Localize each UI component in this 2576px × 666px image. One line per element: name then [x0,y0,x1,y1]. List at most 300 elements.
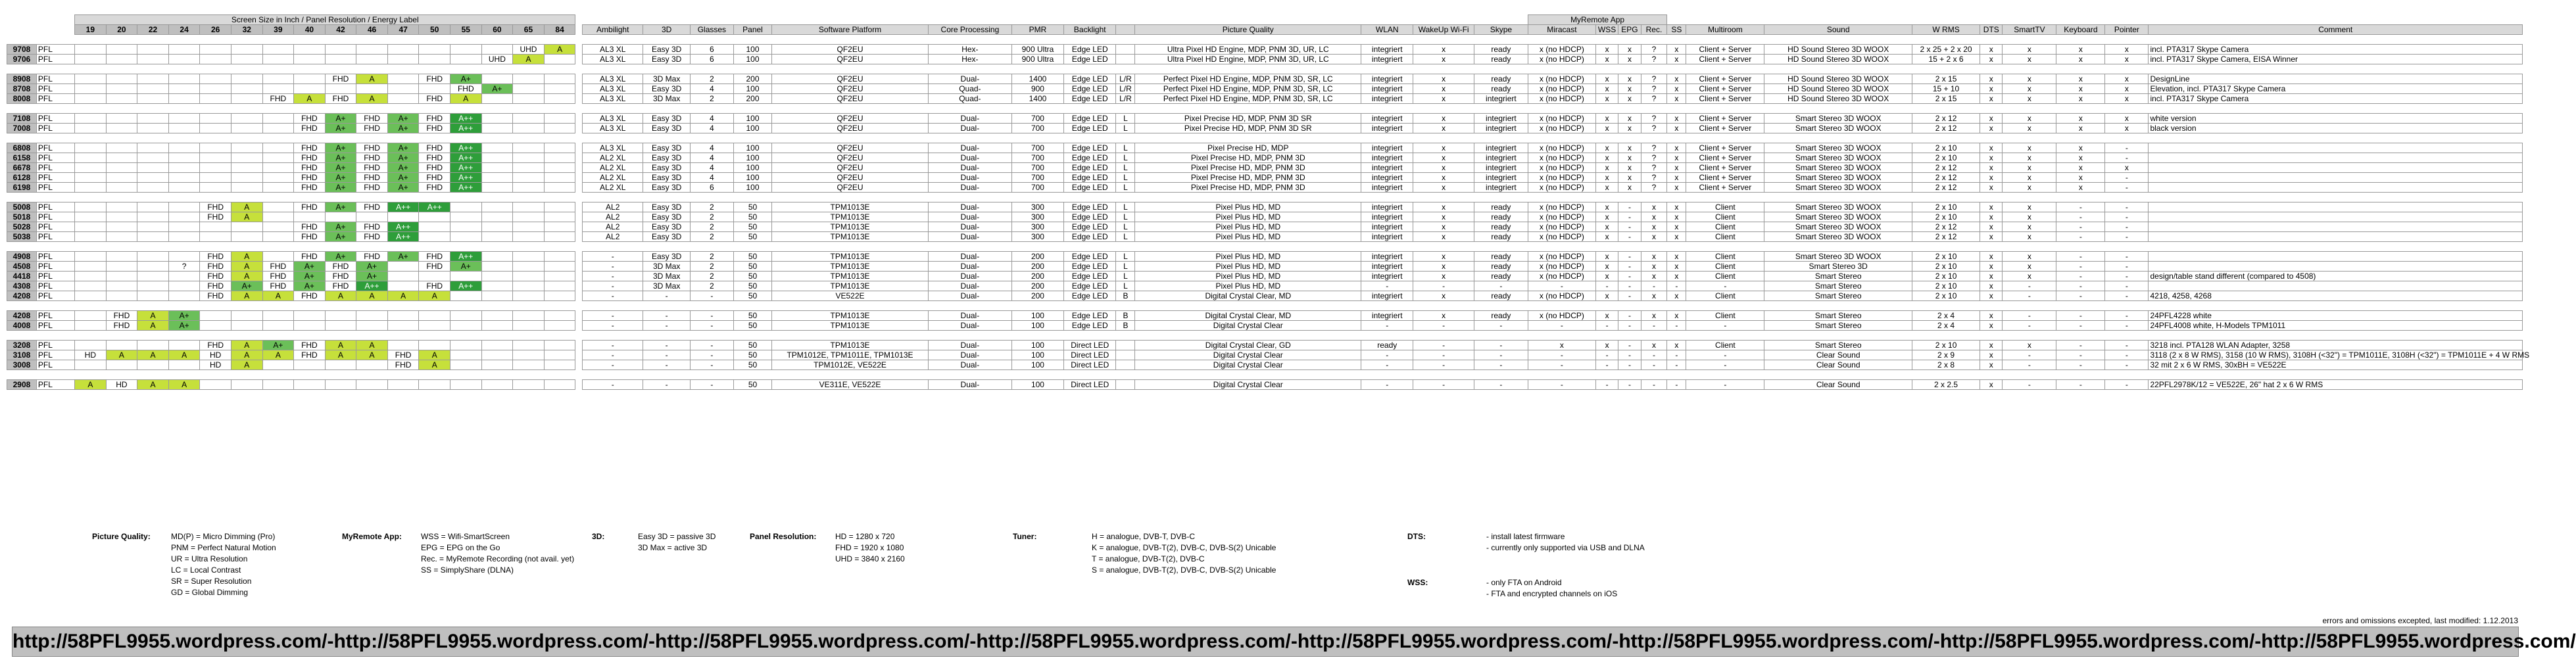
model-number: 8708 [7,84,37,94]
spec-cell: x [1595,272,1618,281]
spec-cell: 4 [690,173,733,183]
size-cell [387,94,419,104]
spec-cell: Easy 3D [643,45,690,55]
size-cell [544,124,575,133]
energy-label: A [262,291,294,301]
spec-cell: integriert [1361,222,1413,232]
spec-cell: 100 [1011,380,1063,390]
spec-cell: Easy 3D [643,222,690,232]
size-cell [106,173,137,183]
size-cell [168,272,200,281]
spec-cell: DesignLine [2149,74,2523,84]
spec-cell: - [1641,281,1667,291]
size-cell [387,84,419,94]
spec-cell: integriert [1474,94,1528,104]
spec-cell: - [643,360,690,370]
size-cell [387,212,419,222]
spec-cell: Pixel Plus HD, MD [1135,232,1361,242]
spec-cell: Dual- [928,281,1011,291]
spec-cell: ? [1641,163,1667,173]
spec-cell: x [2003,153,2056,163]
spec-cell: - [1667,350,1686,360]
spec-cell: x [1413,222,1474,232]
spec-cell: x [2056,84,2105,94]
spec-cell: 100 [1011,350,1063,360]
spec-cell: 300 [1011,212,1063,222]
spec-cell: Edge LED [1064,222,1116,232]
size-cell [513,360,545,370]
footer-banner[interactable] [12,627,2576,657]
spec-cell: x [1980,252,2003,262]
model-series: PFL [36,183,74,193]
spec-cell: Edge LED [1064,94,1116,104]
spec-cell: integriert [1361,114,1413,124]
energy-label: A++ [450,252,482,262]
spec-cell: x [2003,163,2056,173]
spec-cell [1116,55,1135,64]
size-cell [513,202,545,212]
size-cell [294,45,326,55]
spec-cell: - [1686,281,1764,291]
panel-resolution: FHD [419,143,450,153]
spec-cell: B [1116,291,1135,301]
energy-label: A+ [325,173,356,183]
spec-cell: Smart Stereo [1764,341,1912,350]
spec-cell: QF2EU [772,94,929,104]
size-cell [513,163,545,173]
spec-cell: B [1116,321,1135,331]
column-header: Picture Quality [1135,25,1361,35]
model-series: PFL [36,291,74,301]
panel-resolution: FHD [294,124,326,133]
spec-cell [2149,143,2523,153]
spec-cell: 50 [733,212,771,222]
spec-cell: - [1618,202,1641,212]
panel-resolution: FHD [200,252,231,262]
size-cell [231,143,262,153]
panel-resolution: FHD [262,262,294,272]
size-cell [200,232,231,242]
size-cell [481,350,513,360]
spec-cell: 6 [690,45,733,55]
spec-cell: 100 [733,55,771,64]
spec-cell: - [1413,380,1474,390]
spec-cell: Pixel Precise HD, MDP, PNM 3D SR [1135,124,1361,133]
spec-cell: Edge LED [1064,173,1116,183]
spec-cell: 700 [1011,114,1063,124]
energy-label: A [231,252,262,262]
spec-cell: - [2003,380,2056,390]
size-cell [200,74,231,84]
spec-cell: Smart Stereo 3D WOOX [1764,143,1912,153]
size-cell [200,173,231,183]
gap-cell [575,232,583,242]
spec-cell: x [1667,183,1686,193]
spec-cell: 100 [733,153,771,163]
size-cell [262,45,294,55]
size-cell [481,311,513,321]
spec-cell: - [2105,291,2149,301]
spec-cell: x [2003,262,2056,272]
legend-title: Panel Resolution: [750,532,817,541]
spec-cell: - [1474,341,1528,350]
size-header: 42 [325,25,356,35]
spec-cell: HD Sound Stereo 3D WOOX [1764,55,1912,64]
spec-cell: ready [1474,272,1528,281]
energy-label: A++ [387,232,419,242]
model-number: 4308 [7,281,37,291]
spec-cell: integriert [1474,173,1528,183]
spec-cell: 2 x 12 [1912,124,1980,133]
spec-cell: 50 [733,252,771,262]
model-row [7,124,2523,133]
model-row [7,252,2523,262]
spec-cell: - [1641,360,1667,370]
size-cell [168,153,200,163]
size-cell [231,55,262,64]
column-header: EPG [1618,25,1641,35]
gap-cell [575,360,583,370]
spec-cell: - [582,281,643,291]
spec-cell: 100 [1011,360,1063,370]
size-cell [419,311,450,321]
spec-cell [2149,202,2523,212]
spec-cell: - [1413,281,1474,291]
size-cell [137,272,169,281]
spec-cell: ready [1474,45,1528,55]
spec-cell: Client + Server [1686,45,1764,55]
spec-cell: Perfect Pixel HD Engine, MDP, PNM 3D, SR, LC [1135,94,1361,104]
size-cell [544,153,575,163]
legend-line: Easy 3D = passive 3D [638,532,716,541]
size-cell [75,311,107,321]
spec-cell: - [690,350,733,360]
size-cell [481,45,513,55]
gap-cell [575,183,583,193]
spec-cell: Quad- [928,84,1011,94]
size-cell [325,321,356,331]
size-cell [231,114,262,124]
spec-cell: x [1667,262,1686,272]
spec-cell: x [1980,212,2003,222]
size-cell [294,311,326,321]
spec-cell: x [1667,124,1686,133]
spec-cell: Edge LED [1064,272,1116,281]
spec-cell: 200 [733,74,771,84]
spec-cell: 2 [690,232,733,242]
spec-cell: - [1686,380,1764,390]
spec-cell: Dual- [928,252,1011,262]
gap-cell [575,272,583,281]
size-cell [106,360,137,370]
size-cell [75,341,107,350]
model-row [7,262,2523,272]
spec-cell: 2 x 10 [1912,212,1980,222]
spec-cell: TPM1013E [772,321,929,331]
spec-cell: integriert [1361,262,1413,272]
spec-cell: AL2 [582,232,643,242]
model-series: PFL [36,124,74,133]
size-cell [481,114,513,124]
blank-header [1116,15,1135,25]
model-row [7,380,2523,390]
size-header: 50 [419,25,450,35]
spec-cell: 2 [690,212,733,222]
size-cell [231,94,262,104]
spec-cell: Pixel Plus HD, MD [1135,272,1361,281]
blank-header [772,15,929,25]
blog-link[interactable]: http://58PFL9955.wordpress.com/ [654,630,970,652]
panel-resolution: FHD [294,153,326,163]
spec-cell: integriert [1361,202,1413,212]
blog-link[interactable]: http://58PFL9955.wordpress.com/ [1618,630,1933,652]
size-cell [75,124,107,133]
column-header: 3D [643,25,690,35]
spec-cell: - [1667,380,1686,390]
energy-label: A [137,380,169,390]
blank-header [1135,15,1361,25]
spec-cell: Client + Server [1686,173,1764,183]
energy-label: A+ [325,252,356,262]
model-row [7,183,2523,193]
model-series: PFL [36,341,74,350]
spec-cell: 100 [1011,321,1063,331]
spec-cell [1116,45,1135,55]
size-cell [200,153,231,163]
spec-cell: 300 [1011,202,1063,212]
size-cell [137,341,169,350]
legend-line: EPG = EPG on the Go [421,543,500,552]
blog-link[interactable]: http://58PFL9955.wordpress.com/ [1297,630,1613,652]
size-cell [513,341,545,350]
panel-resolution: FHD [419,114,450,124]
spec-cell: 2 x 15 [1912,74,1980,84]
spec-cell: 3D Max [643,281,690,291]
spec-cell: L [1116,114,1135,124]
spec-cell: x [1413,262,1474,272]
blog-link[interactable]: http://58PFL9955.wordpress.com/ [333,630,648,652]
size-cell [137,183,169,193]
legend-line: - FTA and encrypted channels on iOS [1486,589,1618,598]
spec-cell: - [2105,321,2149,331]
spec-cell: x [2003,84,2056,94]
spec-cell: integriert [1361,252,1413,262]
spec-cell: x [2105,45,2149,55]
size-cell [106,124,137,133]
panel-resolution: FHD [419,153,450,163]
legend-line: HD = 1280 x 720 [835,532,895,541]
spec-cell: 6 [690,183,733,193]
size-cell [168,143,200,153]
size-cell [75,55,107,64]
size-cell [106,232,137,242]
energy-label: A++ [419,202,450,212]
panel-resolution: FHD [356,222,388,232]
link-separator: - [969,630,977,652]
energy-label: A++ [450,163,482,173]
size-cell [168,84,200,94]
spec-cell: - [2105,360,2149,370]
panel-resolution: FHD [356,124,388,133]
model-series: PFL [36,94,74,104]
spec-cell: 200 [1011,252,1063,262]
group-spacer [7,35,2523,45]
spec-cell: x [1413,163,1474,173]
size-cell [325,311,356,321]
column-header: Panel [733,25,771,35]
spec-cell: Dual- [928,291,1011,301]
spec-cell: x [1667,94,1686,104]
spec-cell: x [2056,94,2105,104]
panel-resolution: FHD [294,173,326,183]
size-header: 55 [450,25,482,35]
blank-header [1686,15,1764,25]
energy-label: A [106,350,137,360]
column-header: Software Platform [772,25,929,35]
spec-cell: - [690,291,733,301]
panel-resolution: FHD [294,114,326,124]
legend-line: SS = SimplyShare (DLNA) [421,565,514,575]
spec-cell: x [2003,45,2056,55]
spec-cell: x [1667,272,1686,281]
size-cell [106,84,137,94]
size-cell [200,55,231,64]
spec-cell: Smart Stereo 3D WOOX [1764,212,1912,222]
spec-cell: Digital Crystal Clear [1135,360,1361,370]
spec-cell: AL2 XL [582,183,643,193]
spec-cell: Smart Stereo 3D WOOX [1764,202,1912,212]
model-series: PFL [36,232,74,242]
size-cell [481,232,513,242]
spec-cell: x [1413,143,1474,153]
spec-cell: x [1980,291,2003,301]
spec-cell: 2 x 10 [1912,262,1980,272]
spec-cell: Smart Stereo 3D WOOX [1764,163,1912,173]
spec-cell: 100 [733,173,771,183]
model-series: PFL [36,380,74,390]
spec-cell: 700 [1011,183,1063,193]
blog-link[interactable]: http://58PFL9955.wordpress.com/ [2261,630,2576,652]
size-cell [262,173,294,183]
model-number: 6158 [7,153,37,163]
blog-link[interactable]: http://58PFL9955.wordpress.com/ [12,630,328,652]
panel-resolution: FHD [419,74,450,84]
spec-cell: Edge LED [1064,311,1116,321]
column-header: SmartTV [2003,25,2056,35]
spec-cell: x [1667,45,1686,55]
size-cell [262,321,294,331]
spec-cell: Edge LED [1064,124,1116,133]
spec-cell: x [1595,212,1618,222]
gap-cell [575,74,583,84]
size-cell [544,350,575,360]
spec-cell: ready [1474,262,1528,272]
spec-cell [2149,262,2523,272]
panel-resolution: FHD [419,124,450,133]
energy-label: A+ [325,163,356,173]
size-cell [356,360,388,370]
size-cell [294,84,326,94]
spec-cell: 2 x 12 [1912,183,1980,193]
column-header: Miracast [1528,25,1595,35]
spec-cell: 2 [690,262,733,272]
size-cell [168,252,200,262]
spec-cell: - [2003,281,2056,291]
size-cell [168,94,200,104]
model-number: 8908 [7,74,37,84]
spec-cell: integriert [1474,114,1528,124]
blog-link[interactable]: http://58PFL9955.wordpress.com/ [1939,630,2255,652]
size-cell [231,173,262,183]
spec-cell: Easy 3D [643,252,690,262]
size-cell [544,55,575,64]
size-cell [513,124,545,133]
spec-cell: L [1116,272,1135,281]
spec-cell: ? [1641,84,1667,94]
spec-cell: x [2003,94,2056,104]
spec-cell: - [2056,380,2105,390]
spec-cell: x [1980,84,2003,94]
spec-cell: Dual- [928,360,1011,370]
spec-cell: - [1361,360,1413,370]
spec-cell: Client + Server [1686,124,1764,133]
spec-cell: - [1361,281,1413,291]
size-cell [450,341,482,350]
spec-cell: 100 [733,84,771,94]
size-cell [106,143,137,153]
size-cell [419,232,450,242]
spec-cell: 300 [1011,232,1063,242]
energy-label: A+ [231,281,262,291]
size-header: 26 [200,25,231,35]
panel-resolution: FHD [325,74,356,84]
size-cell [75,222,107,232]
spec-cell: integriert [1361,173,1413,183]
spec-cell: x [2056,173,2105,183]
spec-cell: x (no HDCP) [1528,183,1595,193]
spec-cell: L [1116,232,1135,242]
gap-cell [575,252,583,262]
spec-cell: HD Sound Stereo 3D WOOX [1764,84,1912,94]
size-cell [481,222,513,232]
spec-cell: 3D Max [643,74,690,84]
size-cell [419,212,450,222]
spec-cell: L [1116,183,1135,193]
spec-cell: 2 x 10 [1912,341,1980,350]
size-cell [231,380,262,390]
link-separator: - [1933,630,1940,652]
model-series: PFL [36,281,74,291]
spec-cell: 200 [733,94,771,104]
spec-cell: - [1618,350,1641,360]
spec-cell: 32 mit 2 x 6 W RMS, 30xBH = VE522E [2149,360,2523,370]
spec-cell: integriert [1474,143,1528,153]
spec-cell: Smart Stereo 3D WOOX [1764,183,1912,193]
size-cell [513,222,545,232]
energy-label: A [513,55,545,64]
spec-cell [2149,153,2523,163]
spec-cell: x [2056,183,2105,193]
spec-cell: Perfect Pixel HD Engine, MDP, PNM 3D, SR, LC [1135,84,1361,94]
spec-cell: x [1641,291,1667,301]
spec-cell: - [1528,380,1595,390]
size-cell [544,212,575,222]
blog-link[interactable]: http://58PFL9955.wordpress.com/ [976,630,1291,652]
spec-cell: x (no HDCP) [1528,45,1595,55]
spec-cell: integriert [1361,272,1413,281]
column-header: Pointer [2105,25,2149,35]
model-matrix [7,14,2530,390]
